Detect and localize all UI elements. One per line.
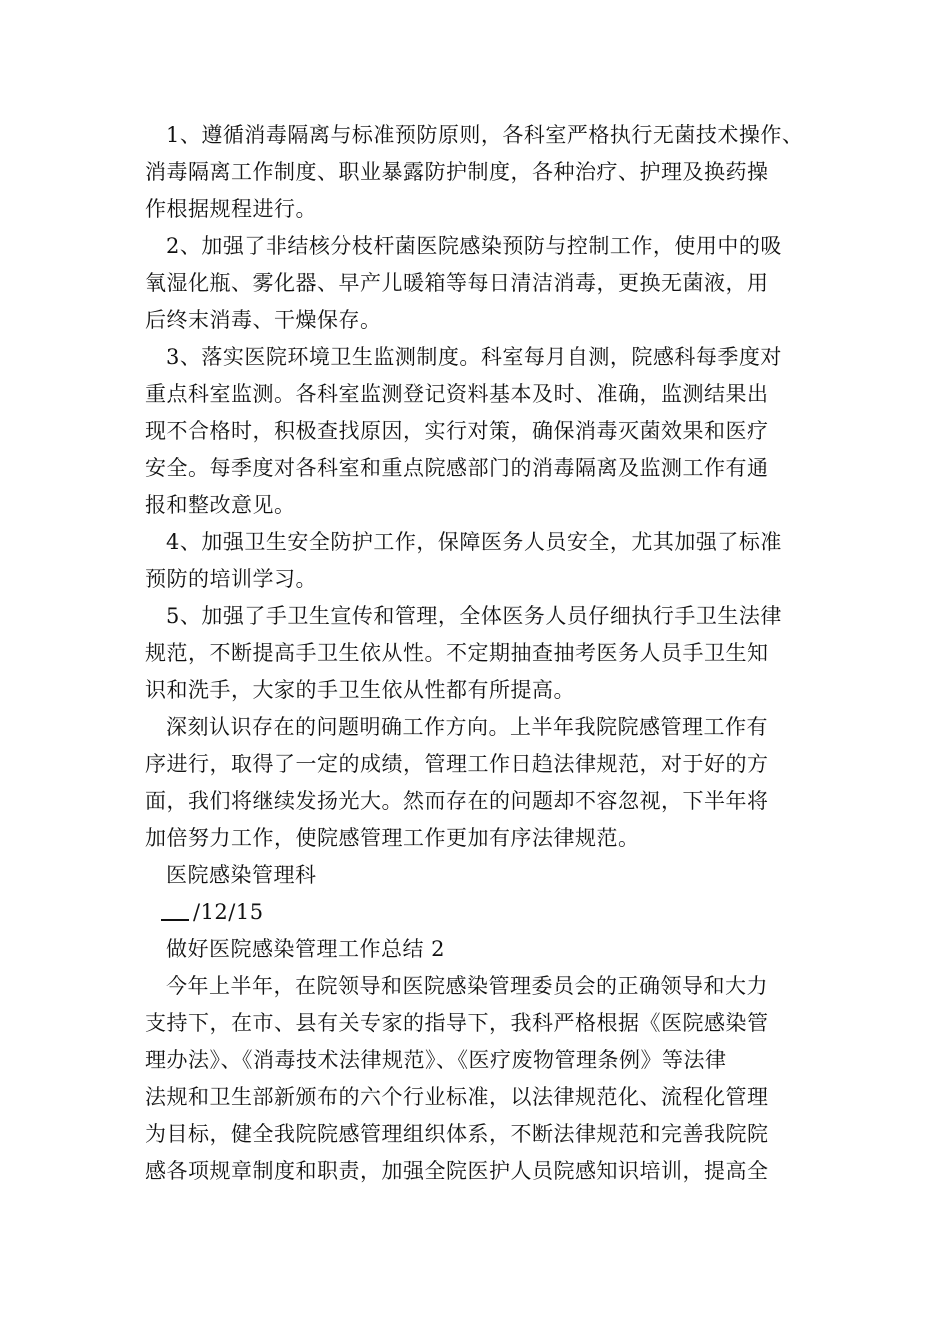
text-line: 序进行，取得了一定的成绩，管理工作日趋法律规范，对于好的方: [145, 752, 769, 776]
text-line: 规范，不断提高手卫生依从性。不定期抽查抽考医务人员手卫生知: [145, 641, 769, 665]
text-line: 5、加强了手卫生宣传和管理，全体医务人员仔细执行手卫生法律: [166, 604, 782, 628]
text-line: 后终末消毒、干燥保存。: [145, 308, 382, 332]
date-line: [145, 894, 810, 931]
paragraph-item-3: [145, 339, 810, 524]
section-title-block: [145, 931, 810, 968]
text-line: 消毒隔离工作制度、职业暴露防护制度，各种治疗、护理及换药操: [145, 160, 769, 184]
text-line: 为目标，健全我院院感管理组织体系，不断法律规范和完善我院院: [145, 1122, 769, 1146]
date-blank-underline: [161, 895, 189, 921]
date-wrapper: [145, 894, 264, 931]
signature-department: 医院感染管理科: [166, 863, 317, 887]
document-body: [145, 117, 810, 1190]
section-title: 做好医院感染管理工作总结 2: [166, 937, 446, 961]
text-line: 感各项规章制度和职责，加强全院医护人员院感知识培训，提高全: [145, 1159, 769, 1183]
paragraph-item-1: [145, 117, 810, 228]
text-line: 今年上半年，在院领导和医院感染管理委员会的正确领导和大力: [166, 974, 768, 998]
text-line: 理办法》、《消毒技术法律规范》、《医疗废物管理条例》等法律: [145, 1048, 727, 1072]
text-line: 氧湿化瓶、雾化器、早产儿暖箱等每日清洁消毒，更换无菌液，用: [145, 271, 769, 295]
text-line: 报和整改意见。: [145, 493, 296, 517]
text-line: 面，我们将继续发扬光大。然而存在的问题却不容忽视，下半年将: [145, 789, 769, 813]
text-line: 加倍努力工作，使院感管理工作更加有序法律规范。: [145, 826, 640, 850]
date-suffix: /12/15: [193, 900, 264, 924]
text-line: 支持下，在市、县有关专家的指导下，我科严格根据《医院感染管: [145, 1011, 769, 1035]
paragraph-item-5: [145, 598, 810, 709]
text-line: 作根据规程进行。: [145, 197, 317, 221]
text-line: 1、遵循消毒隔离与标准预防原则，各科室严格执行无菌技术操作、: [166, 123, 804, 147]
signature-block: [145, 857, 810, 931]
text-line: 识和洗手，大家的手卫生依从性都有所提高。: [145, 678, 575, 702]
paragraph-item-4: [145, 524, 810, 598]
paragraph-intro: [145, 968, 810, 1190]
text-line: 深刻认识存在的问题明确工作方向。上半年我院院感管理工作有: [166, 715, 768, 739]
text-line: 法规和卫生部新颁布的六个行业标准，以法律规范化、流程化管理: [145, 1085, 769, 1109]
text-line: 安全。每季度对各科室和重点院感部门的消毒隔离及监测工作有通: [145, 456, 769, 480]
text-line: 2、加强了非结核分枝杆菌医院感染预防与控制工作，使用中的吸: [166, 234, 782, 258]
text-line: 现不合格时，积极查找原因，实行对策，确保消毒灭菌效果和医疗: [145, 419, 769, 443]
text-line: 预防的培训学习。: [145, 567, 317, 591]
text-line: 重点科室监测。各科室监测登记资料基本及时、准确，监测结果出: [145, 382, 769, 406]
text-line: 4、加强卫生安全防护工作，保障医务人员安全，尤其加强了标准: [166, 530, 782, 554]
text-line: 3、落实医院环境卫生监测制度。科室每月自测，院感科每季度对: [166, 345, 782, 369]
paragraph-summary: [145, 709, 810, 857]
paragraph-item-2: [145, 228, 810, 339]
